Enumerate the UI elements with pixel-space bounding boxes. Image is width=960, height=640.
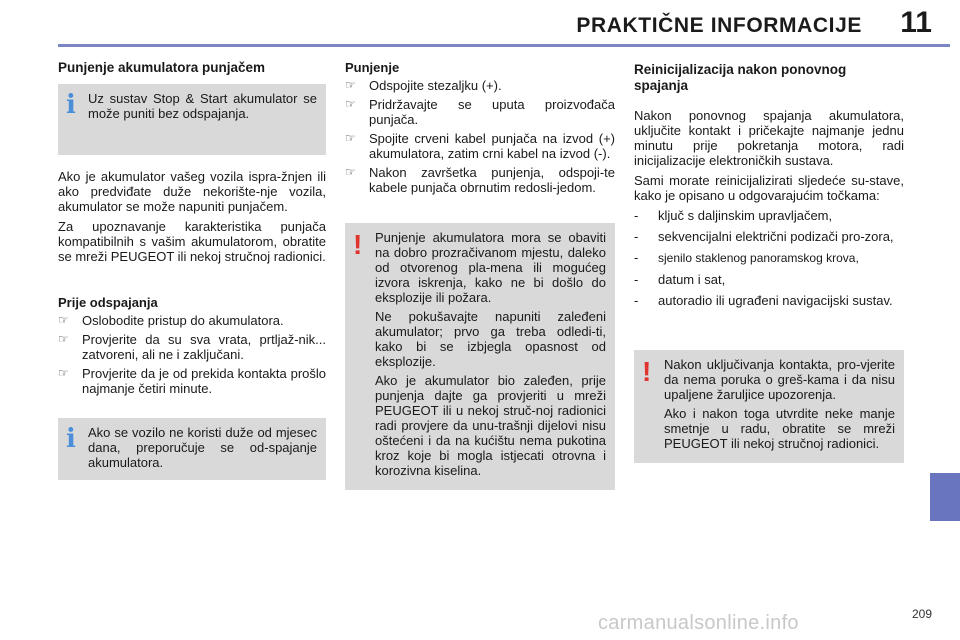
- column-left: [58, 60, 326, 480]
- pointing-hand-icon: ☞: [345, 131, 356, 145]
- list-item: ☞ Odspojite stezaljku (+).: [345, 78, 502, 93]
- paragraph-compatibility: Za upoznavanje karakteristika punjača kompatibilnih s vašim akumulatorom, obratite se mreži PEUGEOT ili nekoj stručnoj radionici.: [58, 219, 326, 264]
- paragraph-reinit-systems: Sami morate reinicijalizirati sljedeće su-stave, kako je opisano u odgovarajućim točkama:: [634, 173, 904, 203]
- warning-icon: !: [642, 356, 652, 387]
- list-item: - datum i sat,: [634, 272, 726, 287]
- info-note-text: Ako se vozilo ne koristi duže od mjesec dana, preporučuje se od-spajanje akumulatora.: [88, 425, 317, 470]
- list-item: ☞ Nakon završetka punjenja, odspoji-te kabele punjača obrnutim redosli-jedom.: [345, 165, 615, 195]
- list-item: ☞ Pridržavajte se uputa proizvođača punjača.: [345, 97, 615, 127]
- info-icon: i: [66, 424, 76, 454]
- list-reinit-systems: [634, 208, 904, 308]
- pointing-hand-icon: ☞: [58, 366, 69, 380]
- list-item: ☞ Provjerite da su sva vrata, prtljaž-nik... zatvoreni, ali ne i zaključani.: [58, 332, 326, 362]
- subheading-charging: Punjenje: [345, 60, 400, 75]
- watermark: carmanualsonline.info: [598, 612, 799, 634]
- section-heading-charging: Punjenje akumulatora punjačem: [58, 60, 266, 75]
- list-charging-steps: [345, 78, 615, 195]
- paragraph-reinit-intro: Nakon ponovnog spajanja akumulatora, uključite kontakt i pričekajte najmanje jednu minutu prije pokretanja motora, radi inicijalizacije elektroničkih sustava.: [634, 108, 904, 168]
- list-item: - autoradio ili ugrađeni navigacijski sustav.: [634, 293, 893, 308]
- pointing-hand-icon: ☞: [345, 165, 356, 179]
- header-divider: [58, 44, 950, 47]
- column-middle: [345, 60, 615, 490]
- list-item: - sjenilo staklenog panoramskog krova,: [634, 250, 859, 265]
- list-item: - sekvencijalni električni podizači pro-zora,: [634, 229, 894, 244]
- chapter-tab: [930, 473, 960, 521]
- list-item: ☞ Provjerite da je od prekida kontakta prošlo najmanje četiri minute.: [58, 366, 326, 396]
- page-number: 209: [911, 607, 932, 621]
- list-item: ☞ Oslobodite pristup do akumulatora.: [58, 313, 284, 328]
- warning-text: Ako je akumulator bio zaleđen, prije punjenja dajte ga provjeriti u mreži PEUGEOT ili u nekoj struč-noj radionici radi provjere da unu-trašnji dijelovi nisu oštećeni i da na kućištu nema pukotina kroz koje bi mogla istjecati otrovna i korozivna kiselina.: [375, 373, 606, 478]
- paragraph-charging-intro: Ako je akumulator vašeg vozila ispra-žnjen ili ako predviđate duže nekorište-nje vozila, akumulator se može napuniti punjačem.: [58, 169, 326, 214]
- list-before-disconnecting: [58, 313, 326, 396]
- info-note-stop-start: [58, 84, 326, 155]
- pointing-hand-icon: ☞: [58, 313, 69, 327]
- info-note-text: Uz sustav Stop & Start akumulator se može puniti bez odspajanja.: [88, 91, 317, 121]
- pointing-hand-icon: ☞: [345, 97, 356, 111]
- warning-note-reinit: [634, 350, 904, 463]
- column-right: [634, 60, 904, 463]
- chapter-number: 11: [900, 6, 932, 39]
- warning-text: Ne pokušavajte napuniti zaleđeni akumulator; prvo ga treba odledi-ti, kako bi se izbjegla opasnost od eksplozije.: [375, 309, 606, 369]
- info-icon: i: [66, 90, 76, 120]
- section-heading-reinit: Reinicijalizacija nakon ponovnog spajanja: [634, 62, 847, 93]
- pointing-hand-icon: ☞: [345, 78, 356, 92]
- warning-note-charging: [345, 223, 615, 490]
- pointing-hand-icon: ☞: [58, 332, 69, 346]
- warning-text: Ako i nakon toga utvrdite neke manje smetnje u radu, obratite se mreži PEUGEOT ili nekoj stručnoj radionici.: [664, 406, 895, 451]
- subheading-before-disconnecting: Prije odspajanja: [58, 295, 158, 310]
- warning-text: Nakon uključivanja kontakta, pro-vjerite da nema poruka o greš-kama i da nisu upaljene žaruljice upozorenja.: [664, 357, 895, 402]
- chapter-title: PRAKTIČNE INFORMACIJE: [576, 14, 862, 37]
- list-item: - ključ s daljinskim upravljačem,: [634, 208, 833, 223]
- warning-icon: !: [353, 229, 363, 260]
- warning-text: Punjenje akumulatora mora se obaviti na dobro prozračivanom mjestu, daleko od otvorenog pla-mena ili mogućeg izvora iskrenja, kako ne bi došlo do eksplozije ili požara.: [375, 230, 606, 305]
- list-item: ☞ Spojite crveni kabel punjača na izvod (+) akumulatora, zatim crni kabel na izvod (-).: [345, 131, 615, 161]
- info-note-long-term: [58, 418, 326, 480]
